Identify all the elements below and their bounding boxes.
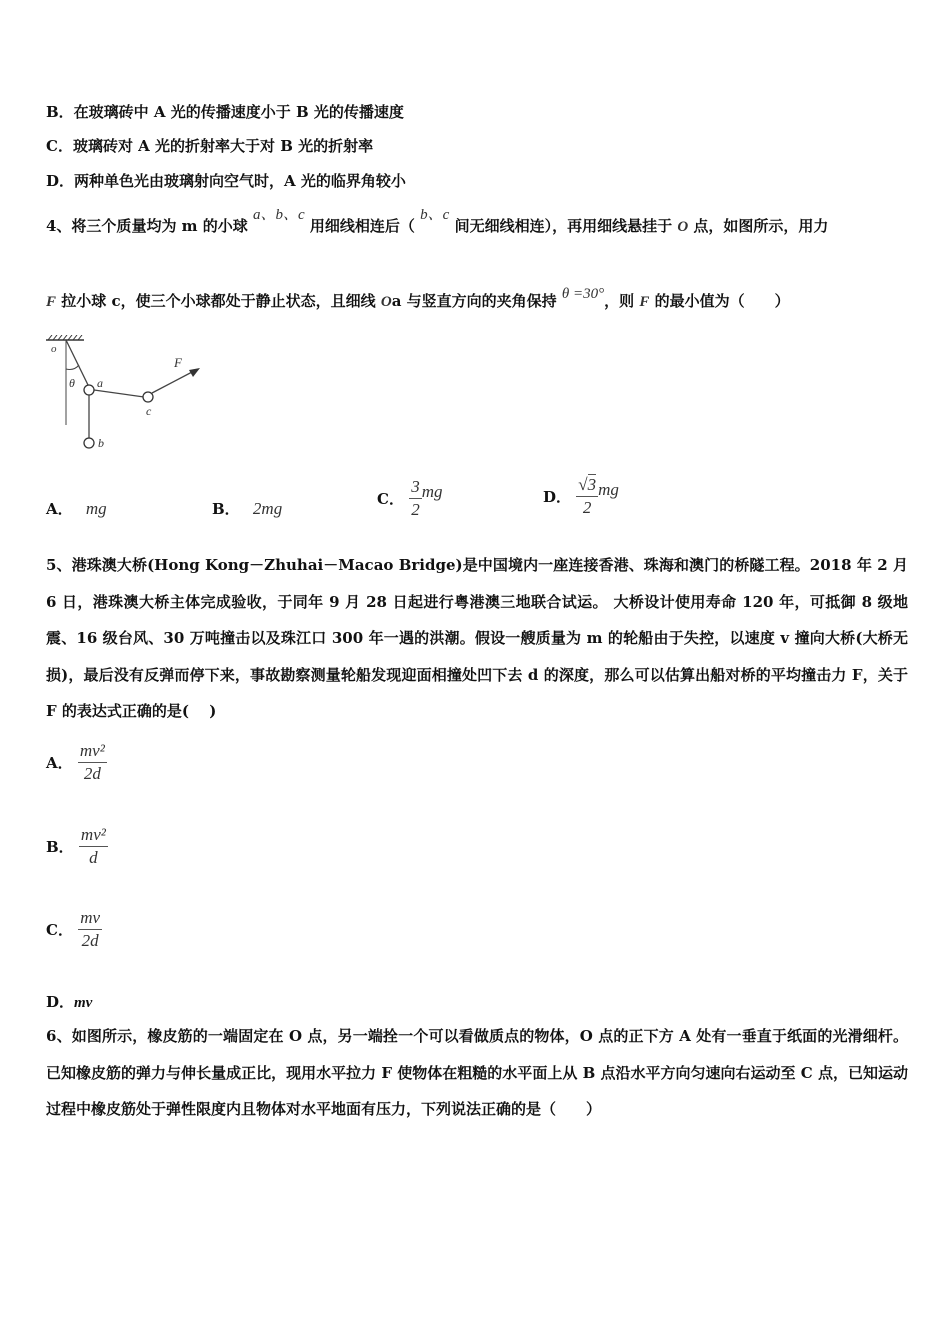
- q5-option-a: [46, 740, 107, 785]
- q4-text: 4、将三个质量均为 m 的小球: [46, 217, 248, 235]
- q4-text: a 与竖直方向的夹角保持: [391, 292, 557, 310]
- q4-option-b: [212, 498, 282, 519]
- q3-option-c: C．玻璃砖对 A 光的折射率大于对 B 光的折射率: [46, 137, 374, 155]
- q4-option-d-fraction: [576, 474, 598, 519]
- fraction-numerator: 3: [409, 476, 422, 499]
- diagram-label-o: o: [51, 343, 57, 355]
- q5-option-c-label: C．: [46, 921, 73, 939]
- q4-option-c-tail: mg: [421, 481, 443, 501]
- q4-option-a-label: A．: [46, 500, 73, 518]
- q5-option-d-label: D．: [46, 993, 75, 1011]
- q3-option-d: D．两种单色光由玻璃射向空气时，A 光的临界角较小: [46, 172, 406, 190]
- q4-text: 用细线相连后（: [309, 217, 415, 235]
- q5-option-b-label: B．: [46, 838, 74, 856]
- q4-option-d-tail: mg: [598, 479, 619, 499]
- diagram-label-a: a: [97, 376, 103, 390]
- q4-math-bc: b、c: [420, 207, 450, 223]
- q5-option-d-value: mv: [74, 995, 93, 1011]
- q4-text: ，则: [604, 292, 635, 310]
- q4-option-c: [377, 476, 442, 521]
- q4-stem-line2: [46, 286, 790, 312]
- q4-math-abc: a、b、c: [253, 207, 305, 223]
- q4-var-O: O: [380, 294, 392, 310]
- q4-option-a: [46, 498, 107, 519]
- fraction-denominator: d: [89, 848, 98, 867]
- diagram-label-theta: θ: [69, 376, 75, 390]
- q3-option-b: B．在玻璃砖中 A 光的传播速度小于 B 光的传播速度: [46, 103, 404, 121]
- fraction-numerator: mv²: [78, 740, 107, 763]
- q4-var-F: F: [46, 294, 57, 310]
- q4-var-F: F: [639, 294, 650, 310]
- q5-option-a-label: A．: [46, 754, 73, 772]
- q5-option-c-fraction: [78, 907, 102, 952]
- q6-stem: 6、如图所示，橡皮筋的一端固定在 O 点，另一端拴一个可以看做质点的物体，O 点的正下方 A 处有一垂直于纸面的光滑细杆。已知橡皮筋的弹力与伸长量成正比，现用水平拉力 F 使物体在粗糙的水平面上从 B 点沿水平方向匀速向右运动至 C 点，已知运动过程中橡皮筋处于弹性限度内且物体对水平地面有压力，下列说法正确的是（ ）: [46, 1027, 908, 1118]
- diagram-label-b: b: [98, 436, 104, 450]
- fraction-numerator: [576, 474, 598, 497]
- sqrt-radicand: 3: [587, 475, 597, 494]
- fraction-denominator: 2d: [83, 764, 101, 783]
- q4-option-d: [543, 474, 619, 519]
- q4-diagram: [44, 335, 214, 460]
- q4-theta-value: θ =30°: [561, 286, 605, 302]
- q4-option-b-value: 2mg: [252, 499, 283, 518]
- fraction-numerator: mv²: [79, 824, 108, 847]
- q4-option-c-fraction: [409, 476, 422, 521]
- q5-option-b: [46, 824, 108, 869]
- fraction-denominator: 2: [582, 498, 592, 517]
- diagram-label-c: c: [146, 404, 152, 418]
- q4-option-c-label: C．: [377, 490, 404, 508]
- fraction-numerator: mv: [78, 907, 102, 930]
- diagram-label-F: F: [174, 355, 182, 370]
- q5-option-b-fraction: [79, 824, 108, 869]
- fraction-denominator: 2d: [81, 931, 99, 950]
- q4-stem-line1: [46, 207, 908, 237]
- sqrt-icon: √: [578, 475, 588, 494]
- q4-option-a-value: mg: [85, 499, 107, 518]
- q5-stem: 5、港珠澳大桥(Hong Kong－Zhuhai－Macao Bridge)是中国境内一座连接香港、珠海和澳门的桥隧工程。2018 年 2 月 6 日，港珠澳大桥主体完成验收，于同年 9 月 28 日起进行粤港澳三地联合试运。 大桥设计使用寿命 120 年，可抵御 8 级地震、16 级台风、30 万吨撞击以及珠江口 300 年一遇的洪潮。假设一艘质量为 m 的轮船由于失控，以速度 v 撞向大桥(大桥无损)，最后没有反弹而停下来，事故勘察测量轮船发现迎面相撞处凹下去 d 的深度，那么可以估算出船对桥的平均撞击力 F，关于 F 的表达式正确的是( ): [46, 556, 908, 720]
- q4-text: 点，如图所示，用力: [693, 217, 829, 235]
- fraction-denominator: 2: [411, 500, 420, 519]
- q4-var-O: O: [677, 219, 689, 235]
- q4-option-b-label: B．: [212, 500, 240, 518]
- q4-option-d-label: D．: [543, 488, 572, 506]
- q5-option-d: [46, 991, 92, 1012]
- q4-text: 的最小值为（ ）: [654, 292, 790, 310]
- q5-option-c: [46, 907, 102, 952]
- q5-option-a-fraction: [78, 740, 107, 785]
- q4-text: 间无细线相连），再用细线悬挂于: [454, 217, 673, 235]
- q4-text: 拉小球 c，使三个小球都处于静止状态，且细线: [61, 292, 376, 310]
